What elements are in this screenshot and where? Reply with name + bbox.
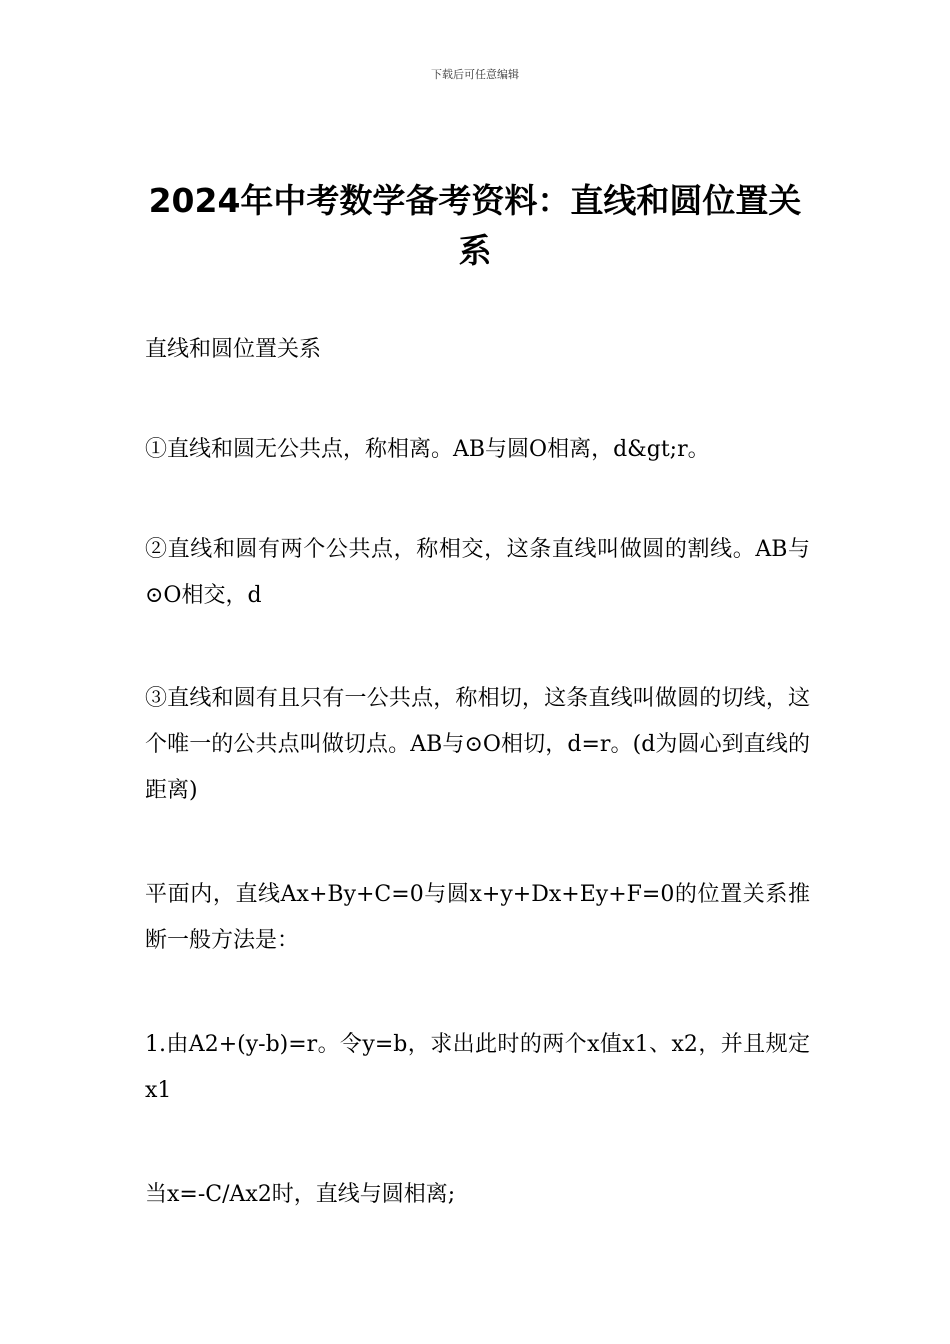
paragraph-step-1: 1.由A2+(y-b)=r。令y=b，求出此时的两个x值x1、x2，并且规定x1 xyxy=(145,1032,810,1103)
paragraph-intersect: ②直线和圆有两个公共点，称相交，这条直线叫做圆的割线。AB与⊙O相交，d xyxy=(145,537,810,608)
paragraph-condition: 当x=-C/Ax2时，直线与圆相离; xyxy=(145,1182,456,1207)
header-note: 下载后可任意编辑 xyxy=(431,68,519,81)
section-heading: 直线和圆位置关系 xyxy=(145,337,322,362)
paragraph-tangent: ③直线和圆有且只有一公共点，称相切，这条直线叫做圆的切线，这个唯一的公共点叫做切点。AB与⊙O相切，d=r。(d为圆心到直线的距离) xyxy=(145,686,810,803)
paragraph-separate: ①直线和圆无公共点，称相离。AB与圆O相离，d&gt;r。 xyxy=(145,437,710,462)
document-title: 2024年中考数学备考资料：直线和圆位置关系 xyxy=(148,181,802,270)
paragraph-general-method: 平面内，直线Ax+By+C=0与圆x+y+Dx+Ey+F=0的位置关系推断一般方法是： xyxy=(145,882,810,953)
